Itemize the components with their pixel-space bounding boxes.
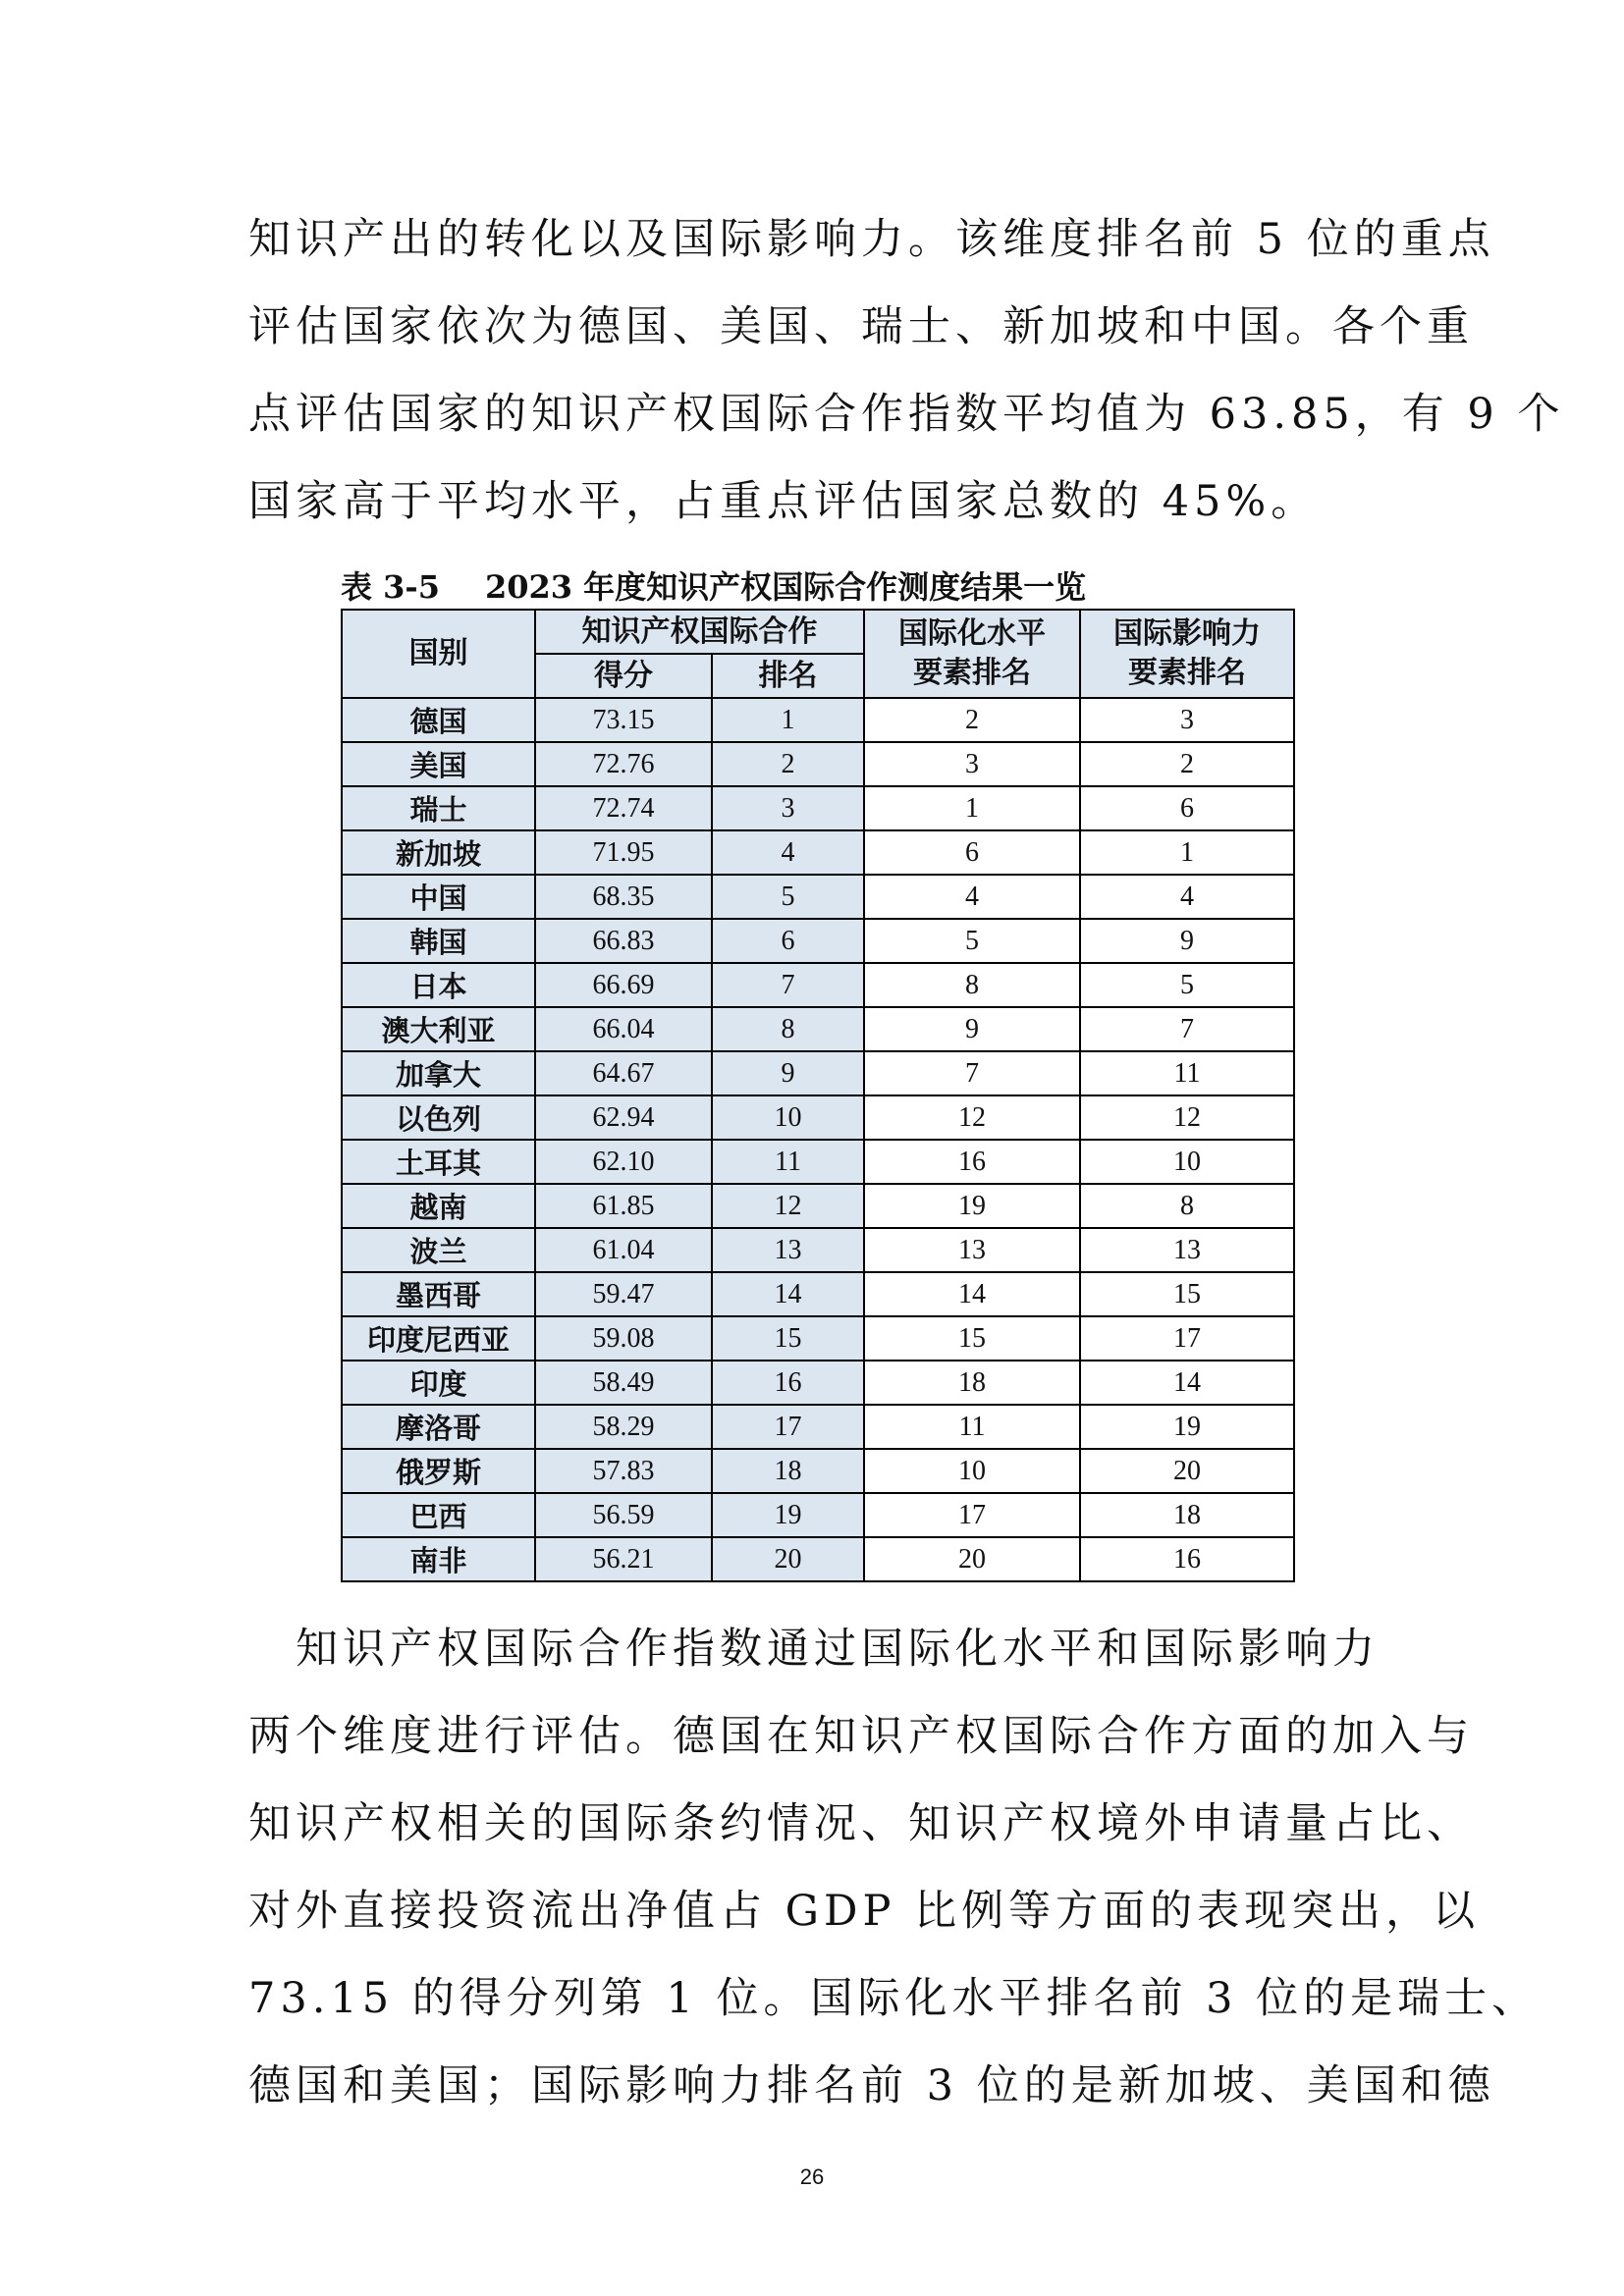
cell-rank: 8 bbox=[712, 1007, 864, 1051]
cell-country: 新加坡 bbox=[342, 830, 535, 875]
cell-intl-influence: 20 bbox=[1080, 1449, 1294, 1493]
table-row bbox=[342, 786, 1294, 830]
cell-rank: 2 bbox=[712, 742, 864, 786]
cell-intl-influence: 16 bbox=[1080, 1537, 1294, 1581]
cell-score: 68.35 bbox=[535, 875, 712, 919]
cell-intl-influence: 5 bbox=[1080, 963, 1294, 1007]
cell-rank: 5 bbox=[712, 875, 864, 919]
cell-score: 72.76 bbox=[535, 742, 712, 786]
cell-intl-level: 19 bbox=[864, 1184, 1080, 1228]
cell-intl-influence: 17 bbox=[1080, 1316, 1294, 1361]
cell-intl-level: 20 bbox=[864, 1537, 1080, 1581]
cell-score: 71.95 bbox=[535, 830, 712, 875]
cell-intl-level: 15 bbox=[864, 1316, 1080, 1361]
cell-rank: 17 bbox=[712, 1405, 864, 1449]
cell-country: 墨西哥 bbox=[342, 1272, 535, 1316]
table-row bbox=[342, 1493, 1294, 1537]
cell-intl-influence: 18 bbox=[1080, 1493, 1294, 1537]
cell-country: 印度 bbox=[342, 1361, 535, 1405]
header-intl-influence-line2: 要素排名 bbox=[1128, 656, 1246, 690]
cell-intl-level: 1 bbox=[864, 786, 1080, 830]
cell-rank: 12 bbox=[712, 1184, 864, 1228]
cell-country: 巴西 bbox=[342, 1493, 535, 1537]
cell-country: 日本 bbox=[342, 963, 535, 1007]
table-row bbox=[342, 1361, 1294, 1405]
table-row bbox=[342, 1537, 1294, 1581]
cell-country: 德国 bbox=[342, 698, 535, 742]
cell-intl-influence: 10 bbox=[1080, 1140, 1294, 1184]
table-row bbox=[342, 919, 1294, 963]
cell-country: 韩国 bbox=[342, 919, 535, 963]
header-country: 国别 bbox=[342, 610, 535, 698]
page-number: 26 bbox=[799, 2164, 825, 2189]
table-row bbox=[342, 1051, 1294, 1095]
cell-country: 澳大利亚 bbox=[342, 1007, 535, 1051]
cell-country: 印度尼西亚 bbox=[342, 1316, 535, 1361]
cell-intl-level: 2 bbox=[864, 698, 1080, 742]
cell-intl-influence: 3 bbox=[1080, 698, 1294, 742]
cell-intl-level: 4 bbox=[864, 875, 1080, 919]
table-row bbox=[342, 875, 1294, 919]
cell-country: 波兰 bbox=[342, 1228, 535, 1272]
cell-rank: 7 bbox=[712, 963, 864, 1007]
cell-intl-influence: 8 bbox=[1080, 1184, 1294, 1228]
cell-score: 58.49 bbox=[535, 1361, 712, 1405]
cell-rank: 18 bbox=[712, 1449, 864, 1493]
text-line: 德国和美国；国际影响力排名前 3 位的是新加坡、美国和德 bbox=[248, 2061, 1495, 2110]
cell-country: 土耳其 bbox=[342, 1140, 535, 1184]
cell-intl-influence: 11 bbox=[1080, 1051, 1294, 1095]
cell-country: 加拿大 bbox=[342, 1051, 535, 1095]
cell-intl-level: 12 bbox=[864, 1095, 1080, 1140]
table-row bbox=[342, 1228, 1294, 1272]
cell-score: 66.83 bbox=[535, 919, 712, 963]
header-group: 知识产权国际合作 bbox=[535, 610, 864, 654]
cell-rank: 15 bbox=[712, 1316, 864, 1361]
text-line: 评估国家依次为德国、美国、瑞士、新加坡和中国。各个重 bbox=[248, 302, 1474, 351]
table-caption-number: 表 3-5 bbox=[341, 568, 440, 606]
header-intl-level bbox=[864, 610, 1080, 698]
cell-score: 64.67 bbox=[535, 1051, 712, 1095]
cell-score: 62.94 bbox=[535, 1095, 712, 1140]
cell-intl-level: 14 bbox=[864, 1272, 1080, 1316]
cell-intl-level: 17 bbox=[864, 1493, 1080, 1537]
cell-intl-influence: 2 bbox=[1080, 742, 1294, 786]
cell-intl-influence: 12 bbox=[1080, 1095, 1294, 1140]
cell-rank: 20 bbox=[712, 1537, 864, 1581]
table-row bbox=[342, 1140, 1294, 1184]
table-row bbox=[342, 963, 1294, 1007]
cell-country: 摩洛哥 bbox=[342, 1405, 535, 1449]
table-caption-title: 2023 年度知识产权国际合作测度结果一览 bbox=[484, 568, 1087, 606]
text-line: 国家高于平均水平，占重点评估国家总数的 45%。 bbox=[248, 477, 1319, 526]
cell-intl-influence: 19 bbox=[1080, 1405, 1294, 1449]
text-line: 73.15 的得分列第 1 位。国际化水平排名前 3 位的是瑞士、 bbox=[248, 1974, 1540, 2023]
cell-score: 62.10 bbox=[535, 1140, 712, 1184]
paragraph-analysis bbox=[248, 1606, 1540, 2130]
table-row bbox=[342, 1095, 1294, 1140]
table-row bbox=[342, 830, 1294, 875]
table-row bbox=[342, 1316, 1294, 1361]
cell-score: 59.08 bbox=[535, 1316, 712, 1361]
cell-intl-influence: 13 bbox=[1080, 1228, 1294, 1272]
cell-intl-influence: 15 bbox=[1080, 1272, 1294, 1316]
cell-score: 72.74 bbox=[535, 786, 712, 830]
table-row bbox=[342, 1272, 1294, 1316]
table-row bbox=[342, 1007, 1294, 1051]
cell-intl-level: 18 bbox=[864, 1361, 1080, 1405]
cell-intl-level: 16 bbox=[864, 1140, 1080, 1184]
table-row bbox=[342, 698, 1294, 742]
cell-score: 61.04 bbox=[535, 1228, 712, 1272]
cell-rank: 16 bbox=[712, 1361, 864, 1405]
cell-intl-level: 8 bbox=[864, 963, 1080, 1007]
cell-intl-level: 13 bbox=[864, 1228, 1080, 1272]
text-line: 知识产出的转化以及国际影响力。该维度排名前 5 位的重点 bbox=[248, 215, 1495, 264]
cell-intl-influence: 7 bbox=[1080, 1007, 1294, 1051]
header-intl-influence-line1: 国际影响力 bbox=[1113, 616, 1261, 651]
cell-score: 59.47 bbox=[535, 1272, 712, 1316]
cell-rank: 19 bbox=[712, 1493, 864, 1537]
header-score: 得分 bbox=[535, 654, 712, 698]
paragraph-intro bbox=[248, 196, 1565, 546]
cell-intl-level: 11 bbox=[864, 1405, 1080, 1449]
cell-intl-level: 6 bbox=[864, 830, 1080, 875]
results-table bbox=[341, 609, 1295, 1582]
text-line: 两个维度进行评估。德国在知识产权国际合作方面的加入与 bbox=[248, 1712, 1474, 1761]
cell-country: 南非 bbox=[342, 1537, 535, 1581]
cell-score: 66.69 bbox=[535, 963, 712, 1007]
header-intl-level-line2: 要素排名 bbox=[913, 656, 1031, 690]
cell-intl-influence: 1 bbox=[1080, 830, 1294, 875]
cell-score: 73.15 bbox=[535, 698, 712, 742]
cell-country: 中国 bbox=[342, 875, 535, 919]
cell-intl-level: 10 bbox=[864, 1449, 1080, 1493]
table-row bbox=[342, 1449, 1294, 1493]
cell-rank: 4 bbox=[712, 830, 864, 875]
cell-country: 越南 bbox=[342, 1184, 535, 1228]
cell-country: 俄罗斯 bbox=[342, 1449, 535, 1493]
text-line: 对外直接投资流出净值占 GDP 比例等方面的表现突出，以 bbox=[248, 1887, 1481, 1936]
cell-rank: 6 bbox=[712, 919, 864, 963]
cell-rank: 9 bbox=[712, 1051, 864, 1095]
cell-rank: 10 bbox=[712, 1095, 864, 1140]
cell-rank: 13 bbox=[712, 1228, 864, 1272]
cell-score: 58.29 bbox=[535, 1405, 712, 1449]
cell-country: 以色列 bbox=[342, 1095, 535, 1140]
header-intl-influence bbox=[1080, 610, 1294, 698]
cell-intl-level: 7 bbox=[864, 1051, 1080, 1095]
cell-rank: 3 bbox=[712, 786, 864, 830]
cell-score: 61.85 bbox=[535, 1184, 712, 1228]
table-row bbox=[342, 1184, 1294, 1228]
cell-score: 56.59 bbox=[535, 1493, 712, 1537]
table-row bbox=[342, 1405, 1294, 1449]
cell-rank: 1 bbox=[712, 698, 864, 742]
cell-intl-influence: 6 bbox=[1080, 786, 1294, 830]
text-line: 知识产权相关的国际条约情况、知识产权境外申请量占比、 bbox=[248, 1799, 1474, 1848]
text-line: 点评估国家的知识产权国际合作指数平均值为 63.85，有 9 个 bbox=[248, 390, 1565, 439]
cell-intl-influence: 9 bbox=[1080, 919, 1294, 963]
header-intl-level-line1: 国际化水平 bbox=[898, 616, 1046, 651]
header-rank: 排名 bbox=[712, 654, 864, 698]
cell-rank: 14 bbox=[712, 1272, 864, 1316]
cell-intl-level: 9 bbox=[864, 1007, 1080, 1051]
text-line: 知识产权国际合作指数通过国际化水平和国际影响力 bbox=[248, 1625, 1380, 1674]
cell-intl-influence: 4 bbox=[1080, 875, 1294, 919]
cell-intl-level: 5 bbox=[864, 919, 1080, 963]
table-caption bbox=[341, 562, 1283, 608]
cell-score: 57.83 bbox=[535, 1449, 712, 1493]
cell-rank: 11 bbox=[712, 1140, 864, 1184]
table-row bbox=[342, 742, 1294, 786]
cell-score: 66.04 bbox=[535, 1007, 712, 1051]
cell-intl-influence: 14 bbox=[1080, 1361, 1294, 1405]
cell-country: 美国 bbox=[342, 742, 535, 786]
cell-intl-level: 3 bbox=[864, 742, 1080, 786]
cell-country: 瑞士 bbox=[342, 786, 535, 830]
cell-score: 56.21 bbox=[535, 1537, 712, 1581]
